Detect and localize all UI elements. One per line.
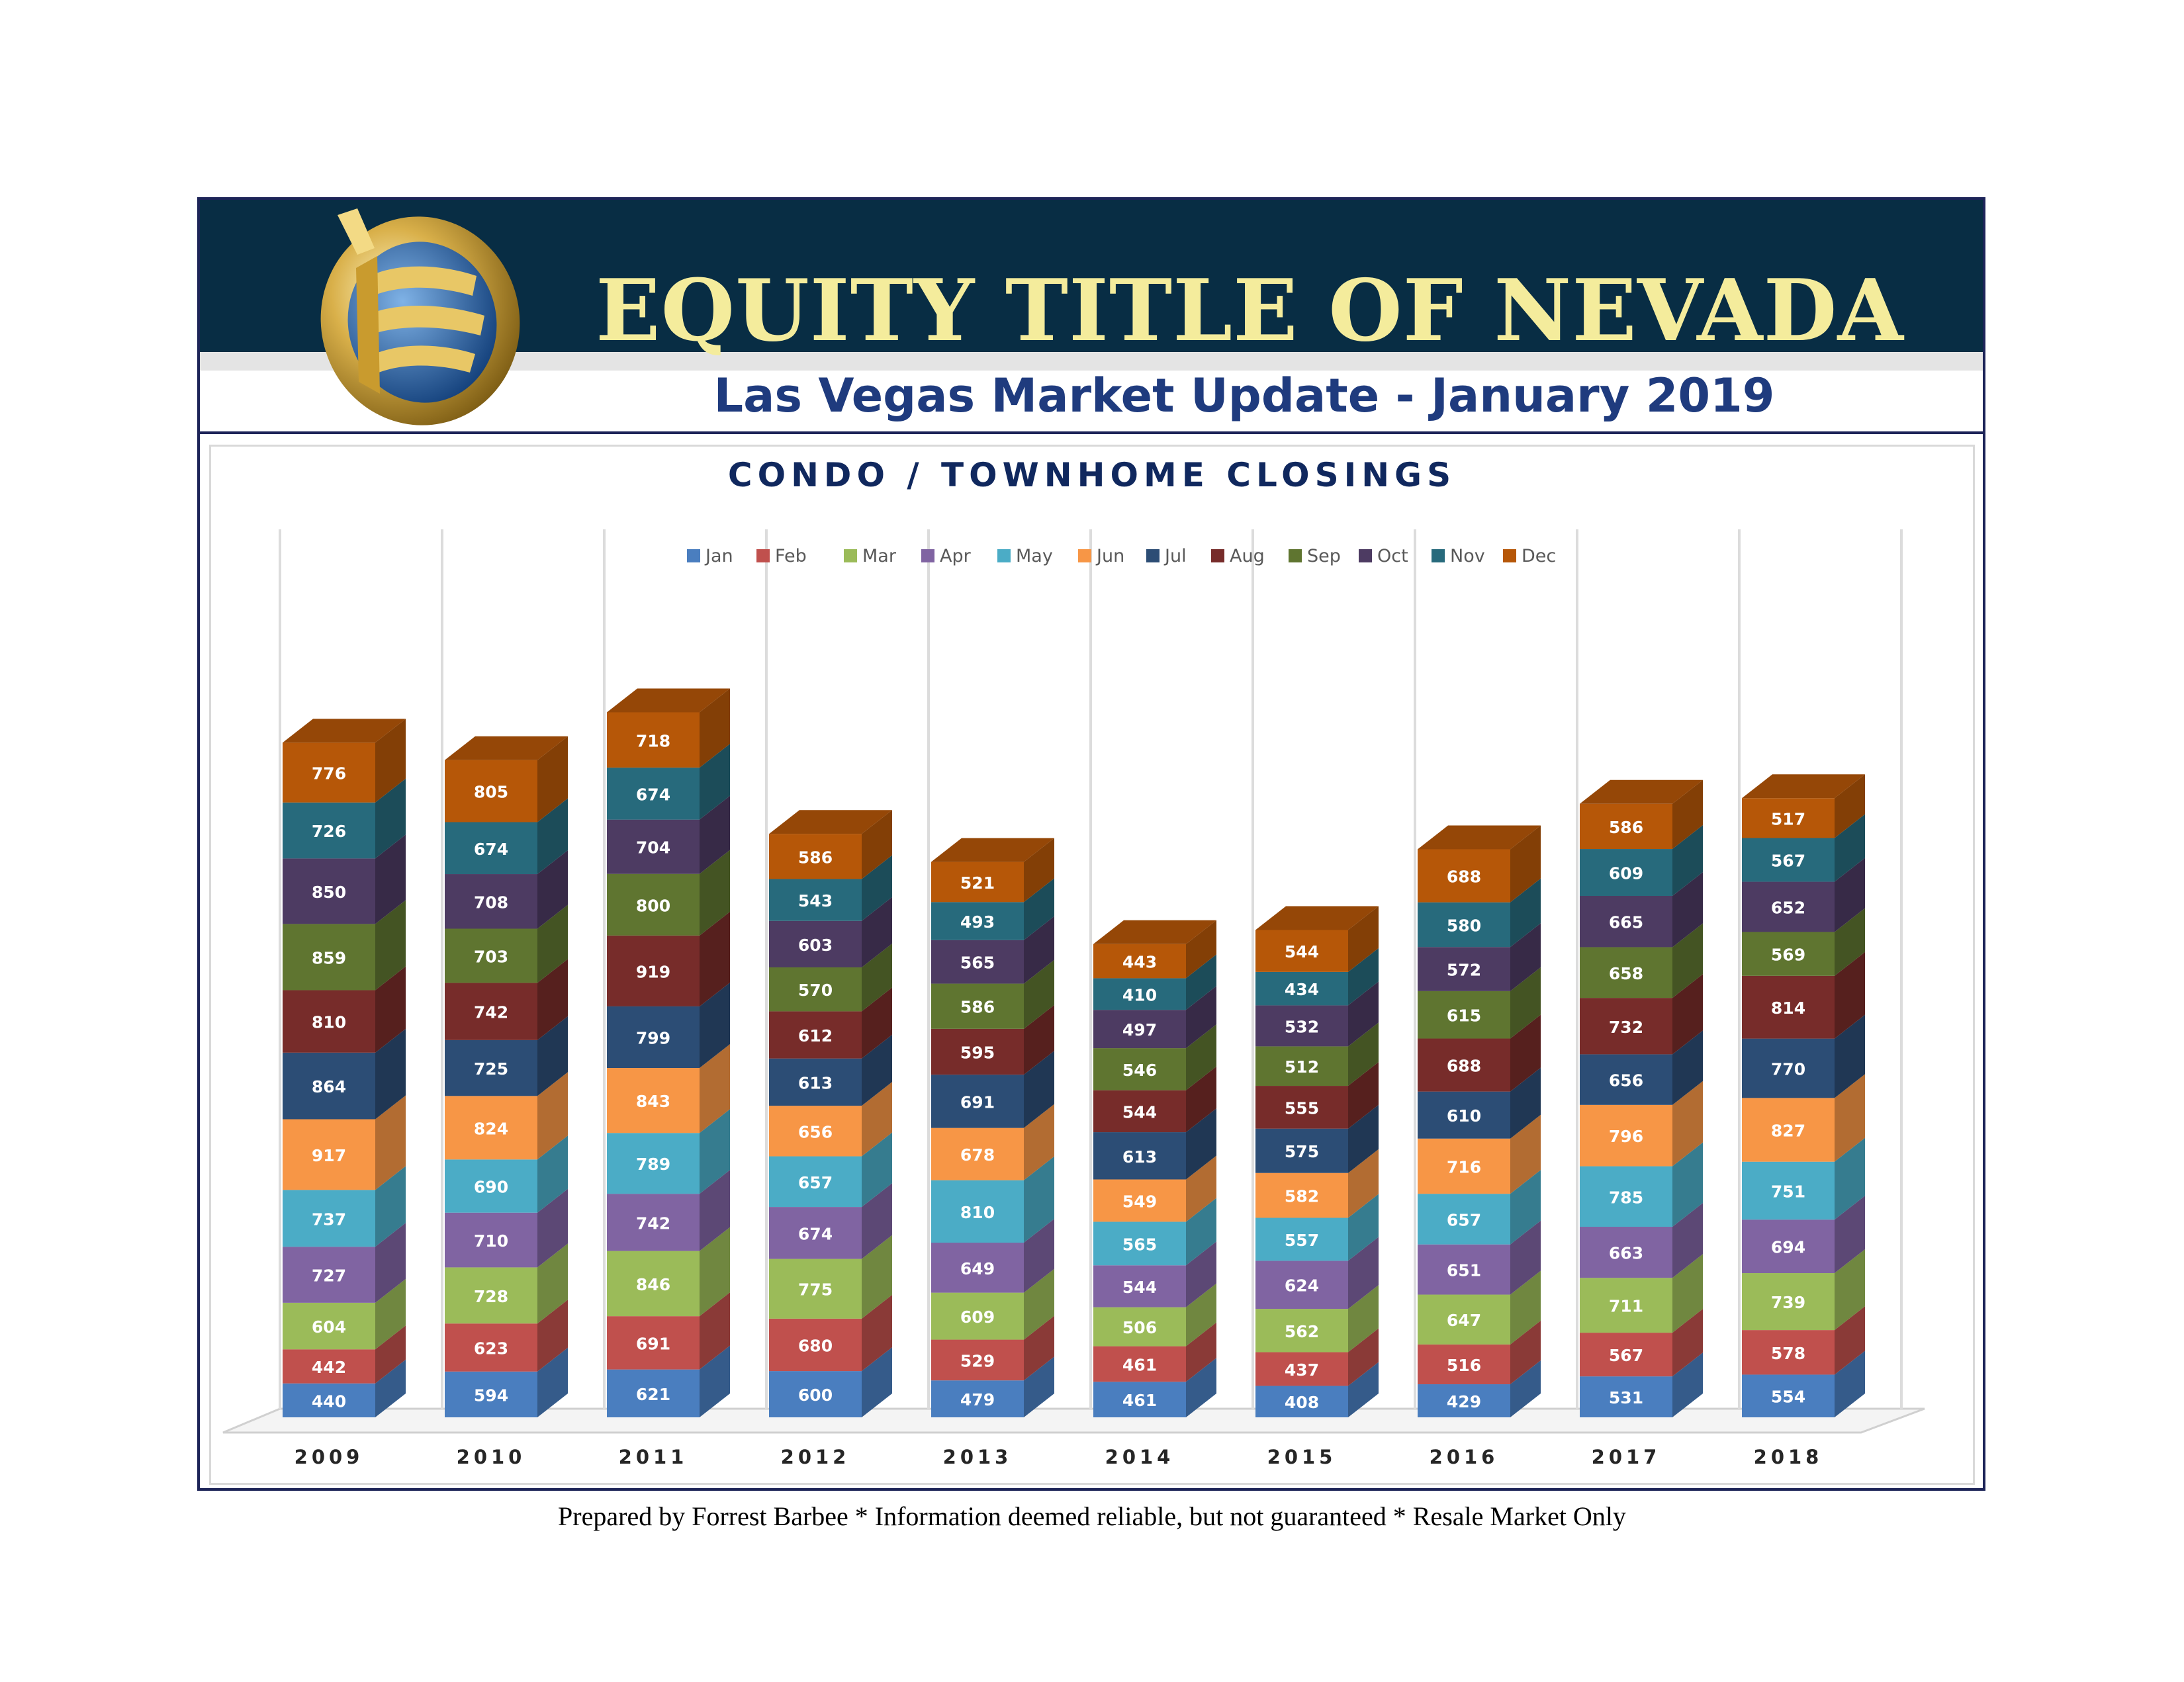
bars	[283, 688, 1865, 1417]
data-label: 703	[473, 947, 509, 967]
x-tick-label-2016: 2016	[1429, 1446, 1499, 1468]
data-label: 742	[473, 1002, 509, 1022]
data-label: 688	[1446, 1056, 1482, 1076]
data-label: 609	[1608, 863, 1644, 883]
data-label: 663	[1608, 1243, 1644, 1263]
legend	[687, 546, 1556, 566]
legend-swatch-jul	[1146, 549, 1160, 562]
company-title: EQUITY TITLE OF NEVADA	[596, 261, 1904, 361]
data-label: 742	[635, 1214, 671, 1233]
data-label: 690	[473, 1177, 509, 1197]
legend-swatch-jun	[1078, 549, 1091, 562]
legend-label-jan: Jan	[705, 546, 733, 566]
data-label: 674	[797, 1224, 833, 1244]
x-tick-label-2012: 2012	[780, 1446, 850, 1468]
x-tick-label-2017: 2017	[1591, 1446, 1661, 1468]
x-tick-label-2014: 2014	[1105, 1446, 1175, 1468]
data-label: 461	[1122, 1391, 1158, 1411]
legend-label-feb: Feb	[775, 546, 807, 566]
legend-label-may: May	[1016, 546, 1053, 566]
data-label: 725	[473, 1059, 509, 1079]
legend-swatch-may	[997, 549, 1011, 562]
data-label: 554	[1770, 1387, 1806, 1407]
bar-2011-dec	[607, 688, 730, 768]
legend-swatch-mar	[844, 549, 857, 562]
data-label: 615	[1446, 1006, 1482, 1026]
data-label: 624	[1284, 1276, 1320, 1296]
data-label: 544	[1122, 1277, 1158, 1297]
data-label: 810	[960, 1202, 995, 1222]
data-label: 594	[473, 1386, 509, 1405]
data-label: 546	[1122, 1060, 1158, 1080]
legend-swatch-nov	[1432, 549, 1445, 562]
data-label: 704	[635, 838, 671, 858]
data-label: 710	[473, 1231, 509, 1251]
data-label: 531	[1608, 1388, 1644, 1408]
data-label: 544	[1122, 1102, 1158, 1122]
x-tick-label-2013: 2013	[942, 1446, 1013, 1468]
data-label: 603	[797, 935, 833, 955]
data-label: 691	[960, 1092, 995, 1112]
market-subtitle: Las Vegas Market Update - January 2019	[713, 369, 1775, 423]
data-label: 408	[1284, 1393, 1320, 1413]
data-label: 575	[1284, 1142, 1320, 1162]
data-label: 580	[1446, 916, 1482, 936]
data-label: 843	[635, 1092, 671, 1112]
data-label: 429	[1446, 1392, 1482, 1412]
data-label: 437	[1284, 1360, 1320, 1380]
data-label: 658	[1608, 963, 1644, 983]
bar-2015-dec	[1255, 906, 1379, 971]
data-label: 549	[1122, 1192, 1158, 1212]
data-label: 827	[1770, 1121, 1806, 1141]
data-label: 440	[311, 1392, 347, 1411]
data-label: 665	[1608, 912, 1644, 932]
legend-label-aug: Aug	[1230, 546, 1265, 566]
data-label: 506	[1122, 1318, 1158, 1338]
data-label: 727	[311, 1266, 347, 1286]
chart-title: CONDO / TOWNHOME CLOSINGS	[727, 456, 1457, 494]
data-label: 810	[311, 1012, 347, 1032]
bar-2010-dec	[445, 736, 568, 822]
bar-2012-dec	[769, 810, 892, 879]
data-label: 521	[960, 873, 995, 893]
data-label: 516	[1446, 1355, 1482, 1375]
data-label: 604	[311, 1317, 347, 1337]
data-label: 461	[1122, 1355, 1158, 1375]
data-label: 824	[473, 1119, 509, 1139]
data-label: 737	[311, 1210, 347, 1229]
legend-label-mar: Mar	[862, 546, 896, 566]
legend-swatch-apr	[921, 549, 934, 562]
data-label: 846	[635, 1274, 671, 1294]
legend-swatch-aug	[1211, 549, 1224, 562]
legend-label-oct: Oct	[1377, 546, 1408, 566]
data-label: 688	[1446, 867, 1482, 887]
data-label: 651	[1446, 1261, 1482, 1280]
data-label: 657	[1446, 1210, 1482, 1230]
data-label: 850	[311, 882, 347, 902]
data-label: 586	[960, 997, 995, 1017]
data-label: 586	[1608, 817, 1644, 837]
data-label: 621	[635, 1384, 671, 1404]
data-label: 543	[797, 891, 833, 911]
footer-note: Prepared by Forrest Barbee * Information deemed reliable, but not guaranteed * Resale Market Only	[558, 1501, 1626, 1531]
data-label: 674	[473, 839, 509, 859]
data-label: 569	[1770, 945, 1806, 965]
data-label: 649	[960, 1259, 995, 1278]
data-label: 859	[311, 948, 347, 968]
data-label: 410	[1122, 985, 1158, 1005]
data-label: 517	[1770, 809, 1806, 829]
data-label: 479	[960, 1390, 995, 1410]
data-label: 708	[473, 893, 509, 912]
data-label: 647	[1446, 1311, 1482, 1331]
data-label: 612	[797, 1026, 833, 1046]
legend-label-dec: Dec	[1522, 546, 1557, 566]
data-label: 595	[960, 1043, 995, 1063]
data-label: 785	[1608, 1188, 1644, 1208]
data-label: 716	[1446, 1157, 1482, 1177]
data-label: 557	[1284, 1230, 1320, 1250]
data-label: 751	[1770, 1182, 1806, 1202]
data-label: 864	[311, 1077, 347, 1097]
data-label: 582	[1284, 1186, 1320, 1206]
legend-swatch-oct	[1359, 549, 1372, 562]
data-label: 814	[1770, 998, 1806, 1018]
data-label: 732	[1608, 1017, 1644, 1037]
x-tick-label-2011: 2011	[618, 1446, 688, 1468]
data-label: 652	[1770, 898, 1806, 918]
data-label: 609	[960, 1307, 995, 1327]
data-label: 529	[960, 1351, 995, 1371]
data-label: 711	[1608, 1296, 1644, 1316]
x-tick-label-2010: 2010	[456, 1446, 526, 1468]
data-label: 613	[1122, 1147, 1158, 1167]
bar-2016-dec	[1418, 826, 1541, 903]
data-label: 586	[797, 848, 833, 867]
data-label: 493	[960, 912, 995, 932]
data-label: 776	[311, 764, 347, 783]
x-axis-labels	[295, 1446, 1823, 1468]
legend-label-apr: Apr	[940, 546, 971, 566]
legend-label-jul: Jul	[1165, 546, 1187, 566]
bar-2017-dec	[1580, 780, 1703, 849]
data-label: 728	[473, 1286, 509, 1306]
data-label: 497	[1122, 1020, 1158, 1040]
data-label: 656	[797, 1122, 833, 1142]
data-label: 613	[797, 1073, 833, 1093]
data-label: 718	[635, 731, 671, 751]
data-label: 578	[1770, 1343, 1806, 1363]
legend-label-nov: Nov	[1450, 546, 1485, 566]
legend-label-jun: Jun	[1097, 546, 1125, 566]
data-label: 694	[1770, 1237, 1806, 1257]
data-label: 562	[1284, 1321, 1320, 1341]
x-tick-label-2018: 2018	[1753, 1446, 1823, 1468]
data-label: 799	[635, 1028, 671, 1048]
data-label: 570	[797, 981, 833, 1000]
legend-swatch-sep	[1289, 549, 1302, 562]
data-label: 739	[1770, 1293, 1806, 1313]
data-label: 555	[1284, 1098, 1320, 1118]
legend-swatch-feb	[756, 549, 770, 562]
data-label: 919	[635, 962, 671, 982]
data-label: 800	[635, 896, 671, 916]
data-label: 678	[960, 1145, 995, 1165]
data-label: 623	[473, 1339, 509, 1358]
data-label: 917	[311, 1145, 347, 1165]
legend-swatch-dec	[1503, 549, 1516, 562]
data-label: 442	[311, 1357, 347, 1377]
x-tick-label-2015: 2015	[1267, 1446, 1337, 1468]
data-label: 443	[1122, 952, 1158, 972]
data-label: 532	[1284, 1017, 1320, 1037]
data-label: 796	[1608, 1127, 1644, 1147]
data-label: 565	[960, 953, 995, 973]
data-label: 572	[1446, 960, 1482, 980]
data-label: 434	[1284, 980, 1320, 1000]
data-label: 567	[1770, 851, 1806, 871]
data-label: 805	[473, 782, 509, 802]
data-label: 789	[635, 1155, 671, 1174]
data-label: 610	[1446, 1106, 1482, 1126]
data-label: 770	[1770, 1059, 1806, 1079]
data-label: 775	[797, 1280, 833, 1300]
data-label: 680	[797, 1336, 833, 1356]
legend-swatch-jan	[687, 549, 700, 562]
data-label: 674	[635, 785, 671, 805]
data-label: 726	[311, 822, 347, 842]
x-tick-label-2009: 2009	[294, 1446, 364, 1468]
data-label: 600	[797, 1386, 833, 1405]
data-label: 544	[1284, 942, 1320, 962]
data-label: 691	[635, 1334, 671, 1354]
bar-2013-dec	[931, 838, 1054, 903]
data-label: 657	[797, 1173, 833, 1192]
data-label: 565	[1122, 1235, 1158, 1255]
data-label: 567	[1608, 1346, 1644, 1366]
bar-2009-dec	[283, 719, 406, 802]
data-label: 512	[1284, 1057, 1320, 1077]
data-label: 656	[1608, 1071, 1644, 1090]
legend-label-sep: Sep	[1307, 546, 1341, 566]
bar-2018-dec	[1742, 774, 1865, 838]
